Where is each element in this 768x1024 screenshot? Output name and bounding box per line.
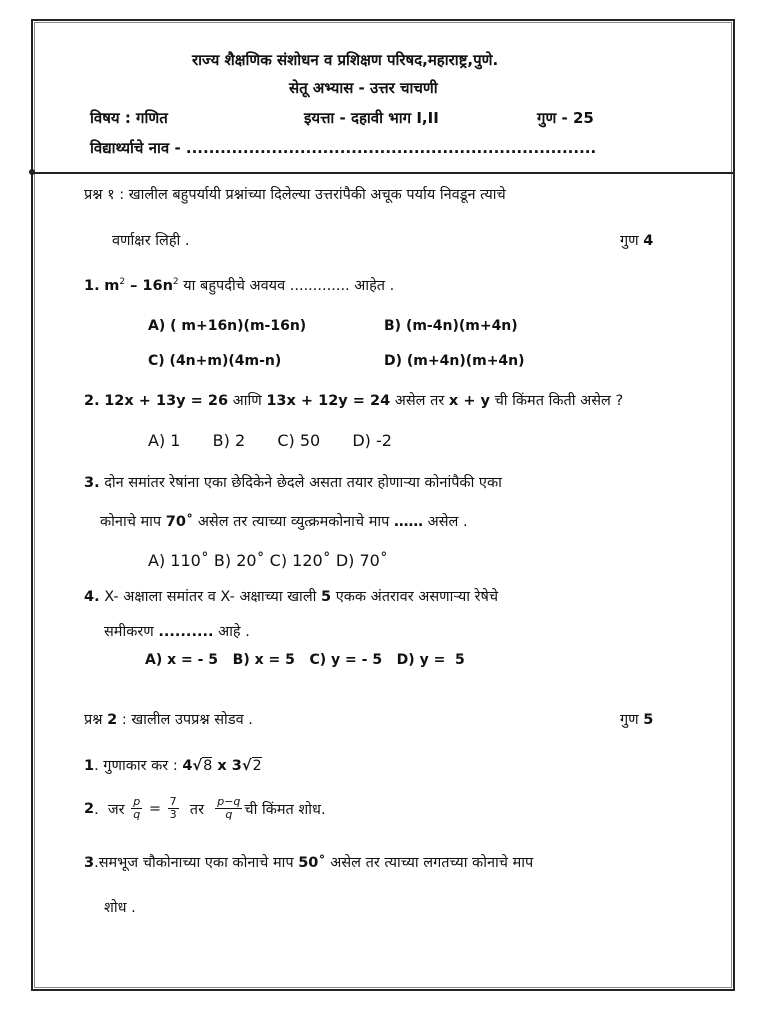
q4-dots: .......... (158, 624, 214, 640)
s2-question-2 (84, 796, 326, 821)
q3-option-c: C) 120˚ (269, 551, 331, 570)
question-4 (84, 586, 498, 606)
s2-marks-value: 5 (643, 712, 654, 728)
q1-option-a: A) ( m+16n)(m-16n) (148, 318, 307, 334)
q2-expr: x + y (448, 393, 490, 409)
q4-line1-a: X- अक्षाला समांतर व X- अक्षाच्या खाली (99, 589, 322, 605)
sqrt-expr-1: 4√8 (182, 758, 213, 774)
q1-text: या बहुपदीचे अवयव ............. आहेत . (178, 278, 395, 294)
radicand-1: 8 (203, 758, 213, 774)
q2-eq1: 12x + 13y = 26 (104, 393, 229, 409)
q1-expr-n: – 16n (125, 278, 173, 294)
frac1-den: q (133, 808, 141, 822)
q1-expr-m: m (104, 278, 120, 294)
q1-exp-m: 2 (119, 277, 126, 288)
q1-exp-n: 2 (172, 277, 179, 288)
subject-label: विषय : गणित (90, 109, 168, 127)
s2q3-number: 3 (84, 855, 95, 871)
frac2-num: 7 (169, 795, 177, 808)
s2-question-3-cont: शोध . (104, 900, 136, 916)
page-border-inner (34, 22, 732, 988)
coef-2: 3 (231, 758, 242, 774)
q4-line2-b: आहे . (213, 624, 250, 640)
q3-number: 3. (84, 475, 100, 491)
marks-value: 4 (643, 233, 654, 249)
frac3-num: p−q (217, 795, 241, 808)
marks-label: गुण (620, 233, 639, 249)
divider-bullet (29, 169, 35, 175)
q2-and: आणि (228, 393, 267, 409)
q1-number: 1. (84, 278, 100, 294)
s2q2-text-c: ची किंमत शोध. (244, 801, 326, 818)
q2-options (148, 431, 392, 450)
q2-option-b: B) 2 (212, 431, 246, 450)
fraction-p-over-q (131, 796, 142, 821)
coef-1: 4 (182, 758, 193, 774)
q2-option-c: C) 50 (277, 431, 321, 450)
question-1 (84, 275, 394, 295)
fraction-7-over-3 (168, 796, 179, 821)
q3-line2-a: कोनाचे माप (100, 514, 166, 530)
student-name-line: विद्यार्थ्याचे नाव - ........................................................................ (90, 139, 597, 157)
q4-options: A) x = - 5 B) x = 5 C) y = - 5 D) y = 5 (145, 652, 465, 668)
frac3-den: q (225, 808, 233, 822)
s2-marks-label: गुण (620, 712, 639, 728)
q4-line2-a: समीकरण (104, 624, 159, 640)
s2-prefix: प्रश्न (84, 712, 108, 728)
q2-number: 2. (84, 393, 100, 409)
total-marks: गुण - 25 (537, 109, 594, 127)
s2-number: 2 (107, 712, 118, 728)
q3-angle: 70˚ (165, 514, 194, 530)
s2q1-text: . गुणाकार कर : (94, 758, 183, 774)
q2-option-d: D) -2 (352, 431, 392, 450)
grade-label: इयत्ता - दहावी भाग I,II (304, 109, 439, 127)
q3-line2-b: असेल तर त्याच्या व्युत्क्रमकोनाचे माप (193, 514, 395, 530)
fraction-p-minus-q-over-q (215, 796, 242, 821)
q4-line1-b: एकक अंतरावर असणाऱ्या रेषेचे (331, 589, 499, 605)
times-sign: x (212, 758, 232, 774)
q4-distance: 5 (321, 589, 332, 605)
frac1-num: p (133, 795, 141, 808)
q1-option-c: C) (4n+m)(4m-n) (148, 353, 282, 369)
test-title: सेतू अभ्यास - उत्तर चाचणी (289, 79, 438, 97)
q3-line2-c: असेल . (423, 514, 468, 530)
s2-question-1 (84, 755, 262, 775)
header-divider (31, 172, 735, 174)
s2q1-number: 1 (84, 758, 95, 774)
radicand-2: 2 (252, 758, 262, 774)
frac2-den: 3 (169, 808, 177, 822)
s2q3-text-a: .समभूज चौकोनाच्या एका कोनाचे माप (94, 855, 299, 871)
section2-marks (620, 709, 653, 729)
section1-instruction-cont: वर्णाक्षर लिही . (112, 233, 190, 249)
q2-eq2: 13x + 12y = 24 (266, 393, 391, 409)
section2-instruction (84, 709, 253, 729)
question-3 (84, 472, 502, 492)
question-2 (84, 390, 623, 410)
s2q3-text-b: असेल तर त्याच्या लगतच्या कोनाचे माप (325, 855, 534, 871)
section1-marks (620, 230, 653, 250)
q3-line1: दोन समांतर रेषांना एका छेदिकेने छेदले असता तयार होणाऱ्या कोनांपैकी एका (99, 475, 502, 491)
institute-title: राज्य शैक्षणिक संशोधन व प्रशिक्षण परिषद,महाराष्ट्र,पुणे. (192, 51, 499, 69)
q3-dots: …… (394, 514, 424, 530)
q2-option-a: A) 1 (148, 431, 181, 450)
s2-text: : खालील उपप्रश्न सोडव . (117, 712, 253, 728)
q2-mid: असेल तर (390, 393, 449, 409)
q3-options (148, 551, 388, 570)
s2-question-3 (84, 852, 533, 872)
q3-option-d: D) 70˚ (335, 551, 388, 570)
s2q3-angle: 50˚ (298, 855, 326, 871)
question-4-cont (104, 621, 250, 641)
s2q2-text-b: तर (180, 801, 214, 818)
s2q2-text-a: . जर (94, 801, 130, 818)
question-3-cont (100, 511, 468, 531)
equals-sign: = (144, 800, 166, 817)
q2-tail: ची किंमत किती असेल ? (489, 393, 624, 409)
q1-option-d: D) (m+4n)(m+4n) (384, 353, 525, 369)
s2q2-number: 2 (84, 800, 95, 817)
sqrt-expr-2: 3√2 (231, 758, 262, 774)
q3-option-b: B) 20˚ (213, 551, 265, 570)
q1-option-b: B) (m-4n)(m+4n) (384, 318, 518, 334)
q4-number: 4. (84, 589, 100, 605)
section1-instruction: प्रश्न १ : खालील बहुपर्यायी प्रश्नांच्या दिलेल्या उत्तरांपैकी अचूक पर्याय निवडून त्याचे (84, 187, 506, 203)
q3-option-a: A) 110˚ (148, 551, 209, 570)
